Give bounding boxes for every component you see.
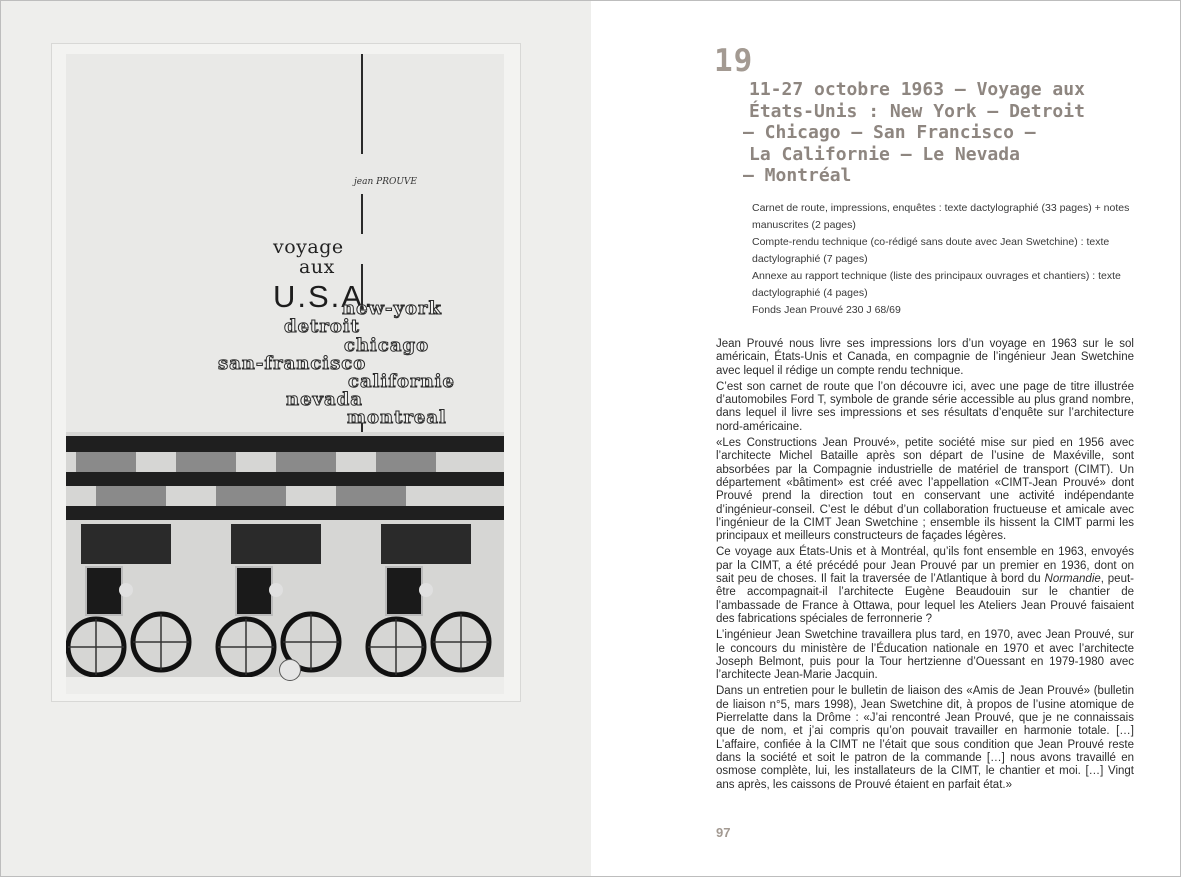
poster-author: jean PROUVE bbox=[354, 177, 418, 187]
chapter-title-line: 11-27 octobre 1963 – Voyage aux bbox=[749, 79, 1085, 100]
chapter-title-line: – Montréal bbox=[743, 165, 852, 186]
chapter-title bbox=[743, 79, 1139, 187]
left-page bbox=[1, 1, 591, 876]
chapter-title-line: États-Unis : New York – Detroit bbox=[749, 100, 1085, 122]
poster-vertical-line bbox=[361, 194, 363, 234]
source-item: Fonds Jean Prouvé 230 J 68/69 bbox=[752, 304, 901, 316]
paragraph-part: Ce voyage aux États-Unis et à Montréal, qu’ils font ensemble en 1963, envoyés par la CIMT, a été précédé pour Jean Prouvé par un premier en 1936, dont on sait peu de choses. Il fait la traversée de l’Atlantique à bord du bbox=[716, 546, 1134, 586]
poster-title bbox=[273, 237, 344, 277]
poster-title-line: aux bbox=[299, 256, 335, 278]
source-item: Compte-rendu technique (co-rédigé sans doute avec Jean Swetchine) : texte dactylographié (7 pages) bbox=[752, 236, 1110, 265]
car-rows-illustration bbox=[66, 432, 504, 694]
poster-city: chicago bbox=[344, 335, 430, 356]
poster-title-line: voyage bbox=[273, 236, 344, 258]
paragraph: Jean Prouvé nous livre ses impressions lors d’un voyage en 1963 sur le sol américain, États-Unis et Canada, en compagnie de l’ingénieur Jean Swetchine avec lequel il rédige un compte rendu technique. bbox=[716, 338, 1134, 377]
source-item: Annexe au rapport technique (liste des principaux ouvrages et chantiers) : texte dactylographié (4 pages) bbox=[752, 270, 1121, 299]
poster-vertical-line bbox=[361, 54, 363, 154]
ford-t-cars-photo bbox=[66, 432, 504, 694]
chapter-number: 19 bbox=[714, 43, 754, 79]
chapter-title-line: – Chicago – San Francisco – bbox=[743, 122, 1036, 143]
poster-city: californie bbox=[348, 371, 455, 392]
paragraph: C’est son carnet de route que l’on découvre ici, avec une page de titre illustrée d’automobiles Ford T, symbole de grande série accessible au plus grand nombre, dans lequel il livre ses impressions et ses résultats d’enquête sur l’architecture nord-américaine. bbox=[716, 380, 1134, 433]
paragraph: L’ingénieur Jean Swetchine travaillera plus tard, en 1970, avec Jean Prouvé, sur le concours du ministère de l’Éducation nationale en 1970 et avec l’architecte Joseph Belmont, puis pour la Tour hertzienne d’Ouessant en 1979-1980 avec l’architecte Jean-Marie Jacquin. bbox=[716, 629, 1134, 682]
poster-usa: U.S.A. bbox=[273, 279, 375, 314]
paragraph bbox=[716, 546, 1134, 626]
poster-image bbox=[52, 44, 520, 701]
poster-city: montreal bbox=[347, 407, 447, 428]
poster-city: new-york bbox=[342, 298, 442, 319]
poster-city: detroit bbox=[284, 316, 360, 337]
poster-city: nevada bbox=[286, 389, 363, 410]
paragraph: «Les Constructions Jean Prouvé», petite société mise sur pied en 1956 avec l’architecte Michel Bataille après son départ de l’usine de Maxéville, sont absorbées par la Compagnie industrielle de matériel de transport (CIMT). Un département «bâtiment» est créé avec l’appellation «CIMT-Jean Prouvé» dont Prouvé prend la direction tout en conservant une activité indépendante d’ingénieur-conseil. C’est le début d’un collaboration fructueuse et amicale avec l’ingénieur de la CIMT Jean Swetchine ; ensemble ils hissent la CIMT parmi les principaux et meilleurs constructeurs de façades légères. bbox=[716, 437, 1134, 543]
poster-city: san-francisco bbox=[218, 353, 367, 374]
stamp-icon bbox=[279, 659, 301, 681]
paragraph: Dans un entretien pour le bulletin de liaison des «Amis de Jean Prouvé» (bulletin de liaison n°5, mars 1998), Jean Swetchine dit, à propos de l’usine atomique de Pierrelatte dans la Drôme : «J’ai rencontré Jean Prouvé, que je ne connaissais que de nom, et j’ai compris qu’on pouvait travailler en harmonie totale. […] L’affaire, confiée à la CIMT ne l’était que sous condition que Jean Prouvé reste dans la société et soit le patron de la commande […] nous avons travaillé en osmose complète, lui, les installateurs de la CIMT, le chantier et moi. […] Vingt ans après, les caissons de Prouvé étaient en parfait état.» bbox=[716, 685, 1134, 791]
page-number: 97 bbox=[716, 825, 731, 840]
chapter-title-line: La Californie – Le Nevada bbox=[749, 143, 1020, 165]
body-text bbox=[716, 338, 1134, 795]
right-page bbox=[591, 1, 1180, 876]
paragraph-part: , peut-être accompagnait-il l’architecte Eugène Beaudouin sur le chantier de l’ambassade de France à Ottawa, pour lequel les Ateliers Jean Prouvé faisaient des fabrications spéciales de ferronnerie ? bbox=[716, 573, 1135, 625]
source-item: Carnet de route, impressions, enquêtes : texte dactylographié (33 pages) + notes manuscrites (2 pages) bbox=[752, 202, 1130, 231]
ship-name: Normandie bbox=[1044, 573, 1101, 586]
archive-sources bbox=[752, 200, 1132, 320]
